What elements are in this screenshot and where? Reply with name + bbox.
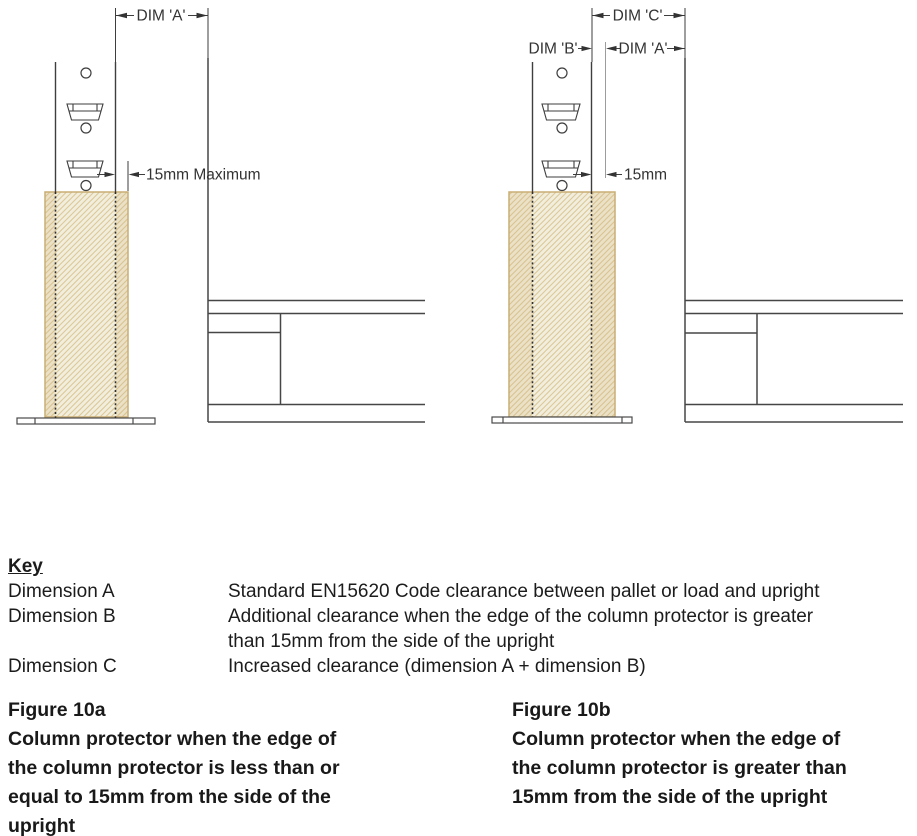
key-term: Dimension C (8, 656, 117, 677)
upright-slot (542, 104, 580, 120)
dimension-a-10b (606, 41, 685, 179)
dimension-a-10a (116, 8, 209, 63)
caption-title: Figure 10b (512, 699, 611, 721)
figure-10a-drawing (17, 8, 425, 425)
key-description-line: Additional clearance when the edge of the column protector is greater (228, 606, 814, 627)
caption-line: the column protector is less than or (8, 757, 340, 779)
dim-b-label-10b: DIM 'B' (528, 40, 578, 58)
baseplate-10a (17, 418, 155, 424)
upright-hole (557, 181, 567, 191)
dim-a-label-10b: DIM 'A' (618, 40, 668, 58)
clearance-label-10a: 15mm Maximum (146, 166, 261, 184)
baseplate-10b (492, 417, 632, 423)
key-title: Key (8, 556, 43, 577)
caption-line: equal to 15mm from the side of the (8, 786, 331, 808)
caption-title: Figure 10a (8, 699, 106, 721)
key-description-line: Standard EN15620 Code clearance between pallet or load and upright (228, 581, 820, 602)
upright-hole (557, 68, 567, 78)
caption-figure-10a (8, 696, 408, 836)
caption-line: Column protector when the edge of (8, 728, 337, 750)
upright-hole (81, 123, 91, 133)
column-protector-10a (45, 192, 128, 417)
caption-line: upright (8, 815, 76, 836)
caption-figure-10b (512, 696, 912, 812)
caption-line: the column protector is greater than (512, 757, 847, 779)
upright-hole (81, 68, 91, 78)
key-description-line: than 15mm from the side of the upright (228, 631, 555, 652)
dimension-b-10b (529, 41, 592, 58)
caption-line: Column protector when the edge of (512, 728, 841, 750)
upright-hole (557, 123, 567, 133)
key-row-dimension-a (8, 579, 910, 604)
clearance-label-10b: 15mm (624, 166, 668, 184)
caption-line: 15mm from the side of the upright (512, 786, 828, 808)
key-description (228, 579, 910, 604)
key-section (8, 554, 910, 679)
key-row-dimension-b (8, 604, 910, 654)
key-term: Dimension B (8, 606, 116, 627)
dim-c-label-10b: DIM 'C' (612, 7, 663, 25)
upright-hole (81, 181, 91, 191)
key-description (228, 654, 910, 679)
key-description (228, 604, 910, 654)
dim-a-label-10a: DIM 'A' (136, 7, 186, 25)
key-term: Dimension A (8, 581, 115, 602)
column-protector-10b (509, 192, 615, 417)
key-row-dimension-c (8, 654, 910, 679)
clearance-dimension-10a (97, 161, 261, 191)
clearance-dimension-10b (573, 167, 667, 184)
pallet-load-10b (685, 58, 903, 422)
figure-10b-drawing (492, 8, 903, 424)
pallet-load-10a (208, 58, 425, 422)
upright-slot (67, 104, 103, 120)
key-description-line: Increased clearance (dimension A + dimension B) (228, 656, 646, 677)
